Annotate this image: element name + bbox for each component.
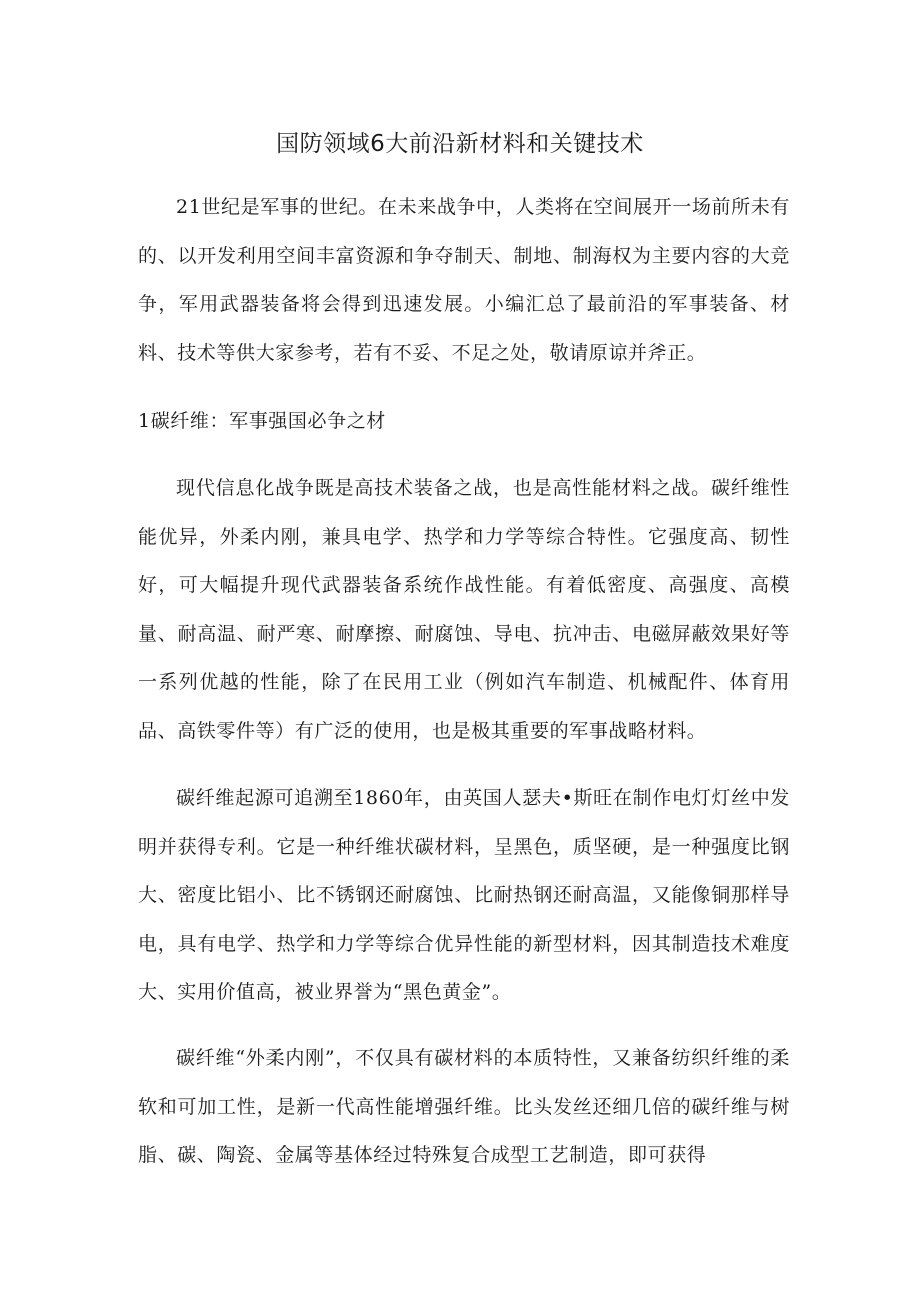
carbon-fiber-paragraph-1: 现代信息化战争既是高技术装备之战，也是高性能材料之战。碳纤维性能优异，外柔内刚，兼具电学、热学和力学等综合特性。它强度高、韧性好，可大幅提升现代武器装备系统作战性能。有着低密度、高强度、高模量、耐高温、耐严寒、耐摩擦、耐腐蚀、导电、抗冲击、电磁屏蔽效果好等一系列优越的性能，除了在民用工业（例如汽车制造、机械配件、体育用品、高铁零件等）有广泛的使用，也是极其重要的军事战略材料。: [138, 477, 790, 742]
intro-paragraph: 21世纪是军事的世纪。在未来战争中，人类将在空间展开一场前所未有的、以开发利用空间丰富资源和争夺制天、制地、制海权为主要内容的大竞争，军用武器装备将会得到迅速发展。小编汇总了最前沿的军事装备、材料、技术等供大家参考，若有不妥、不足之处，敬请原谅并斧正。: [138, 196, 790, 364]
document-title: 国防领域6大前沿新材料和关键技术: [276, 131, 644, 157]
carbon-fiber-paragraph-2: 碳纤维起源可追溯至1860年，由英国人瑟夫•斯旺在制作电灯灯丝中发明并获得专利。它是一种纤维状碳材料，呈黑色，质坚硬，是一种强度比钢大、密度比铝小、比不锈钢还耐腐蚀、比耐热钢还耐高温，又能像铜那样导电，具有电学、热学和力学等综合优异性能的新型材料，因其制造技术难度大、实用价值高，被业界誉为“黑色黄金”。: [138, 787, 790, 1003]
carbon-fiber-paragraph-3: 碳纤维“外柔内刚”，不仅具有碳材料的本质特性，又兼备纺织纤维的柔软和可加工性，是新一代高性能增强纤维。比头发丝还细几倍的碳纤维与树脂、碳、陶瓷、金属等基体经过特殊复合成型工艺制造，即可获得: [138, 1047, 790, 1166]
section-heading-carbon-fiber: 1碳纤维：军事强国必争之材: [138, 410, 386, 432]
